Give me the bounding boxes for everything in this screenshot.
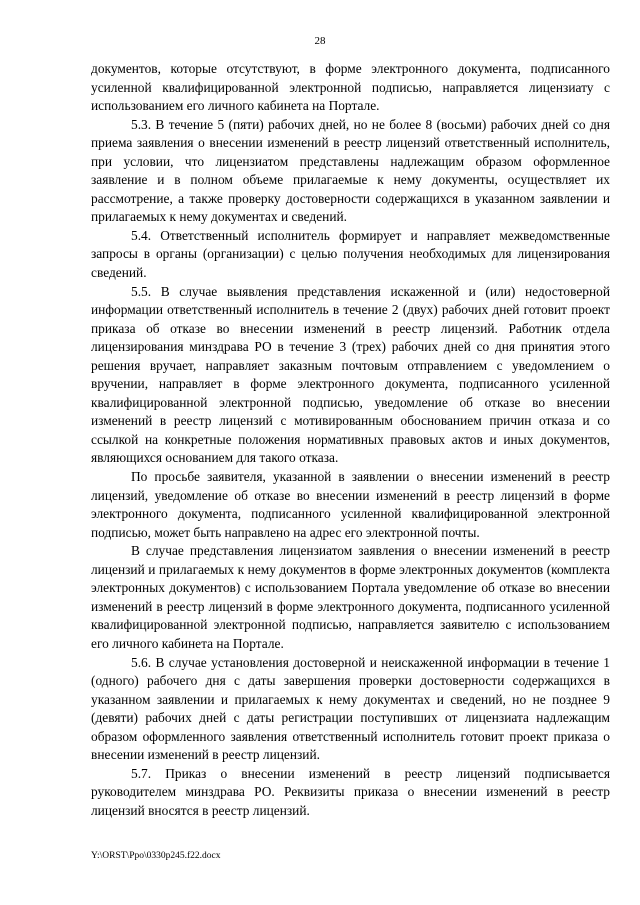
document-body <box>91 60 610 820</box>
paragraph-5-6: 5.6. В случае установления достоверной и неискаженной информации в течение 1 (одного) рабочего дня с даты завершения проверки достоверности содержащихся в указанном заявлении и прилагаемых к нему документах и сведений, но не позднее 9 (девяти) рабочих дней с даты регистрации поступивших от лицензиата надлежащим образом оформленного заявления ответственный исполнитель готовит проект приказа о внесении изменений в реестр лицензий. <box>91 654 610 763</box>
paragraph-5-4: 5.4. Ответственный исполнитель формирует и направляет межведомственные запросы в органы (организации) с целью получения необходимых для лицензирования сведений. <box>91 227 610 281</box>
paragraph-portal-notice: В случае представления лицензиатом заявления о внесении изменений в реестр лицензий и прилагаемых к нему документов в форме электронных документов (комплекта электронных документов) с использованием Портала уведомление об отказе во внесении изменений в реестр лицензий в форме электронного документа, подписанного усиленной квалифицированной электронной подписью, направляется заявителю с использованием его личного кабинета на Портале. <box>91 543 610 651</box>
paragraph-5-7: 5.7. Приказ о внесении изменений в реестр лицензий подписывается руководителем минздрава РО. Реквизиты приказа о внесении изменений в реестр лицензий вносятся в реестр лицензий. <box>91 765 610 818</box>
paragraph-request-email: По просьбе заявителя, указанной в заявлении о внесении изменений в реестр лицензий, уведомление об отказе во внесении изменений в реестр лицензий в форме электронного документа, подписанного усиленной квалифицированной электронной подписью, может быть направлено на адрес его электронной почты. <box>91 469 610 540</box>
paragraph-continuation: документов, которые отсутствуют, в форме электронного документа, подписанного усиленной квалифицированной электронной подписью, направляется лицензиату с использованием его личного кабинета на Портале. <box>91 61 610 114</box>
paragraph-5-3: 5.3. В течение 5 (пяти) рабочих дней, но не более 8 (восьми) рабочих дней со дня приема заявления о внесении изменений в реестр лицензий ответственный исполнитель, при условии, что лицензиатом представлены надлежащим образом оформленное заявление и в полном объеме прилагаемые к нему документы, осуществляет их рассмотрение, а также проверку достоверности содержащихся в указанном заявлении и прилагаемых к нему документах и сведений. <box>91 116 610 225</box>
footer-file-path: Y:\ORST\Ppo\0330p245.f22.docx <box>91 851 221 861</box>
page-number: 28 <box>314 35 326 47</box>
paragraph-5-5: 5.5. В случае выявления представления искаженной и (или) недостоверной информации ответственный исполнитель в течение 2 (двух) рабочих дней готовит проект приказа об отказе во внесении изменений в реестр лицензий. Работник отдела лицензирования минздрава РО в течение 3 (трех) рабочих дней со дня принятия этого решения вручает, направляет заказным почтовым отправлением с уведомлением о вручении, направляет в форме электронного документа, подписанного усиленной квалифицированной электронной подписью, уведомление об отказе во внесении изменений в реестр лицензий с мотивированным обоснованием причин отказа и со ссылкой на конкретные положения нормативных правовых актов и иных документов, являющихся основанием для такого отказа. <box>91 283 610 466</box>
